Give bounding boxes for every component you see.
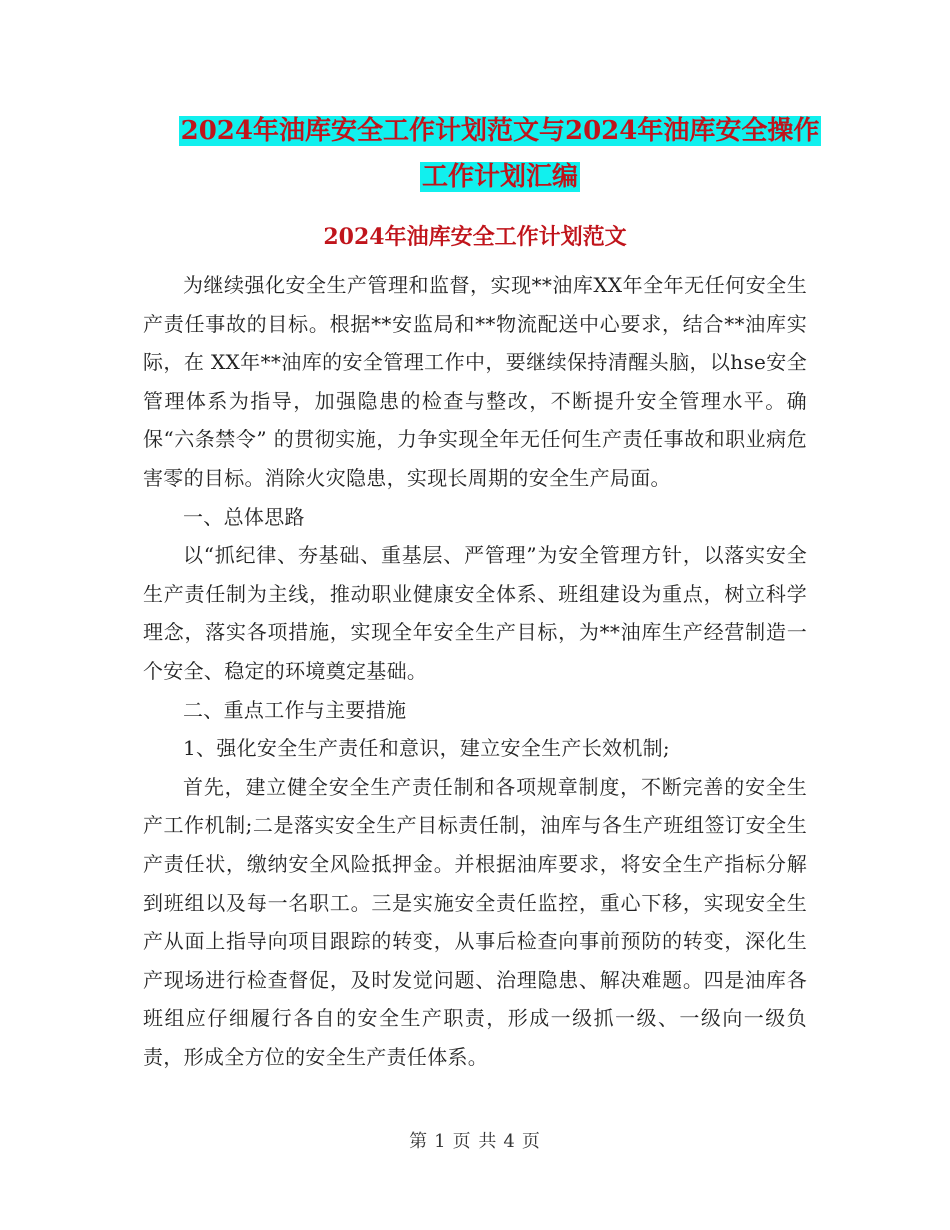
heading-item-1: 1、强化安全生产责任和意识，建立安全生产长效机制; [183, 736, 670, 761]
footer-page-current: 1 [434, 1131, 447, 1152]
section-title: 2024年油库安全工作计划范文 [323, 224, 627, 250]
document-title-line-1: 2024年油库安全工作计划范文与2024年油库安全操作 [180, 116, 820, 146]
document-body [143, 266, 807, 1076]
paragraph-item-1: 首先，建立健全安全生产责任制和各项规章制度，不断完善的安全生产工作机制;二是落实安全生产目标责任制，油库与各生产班组签订安全生产责任状，缴纳安全风险抵押金。并根据油库要求，将安全生产指标分解到班组以及每一名职工。三是实施安全责任监控，重心下移，实现安全生产从面上指导向项目跟踪的转变，从事后检查向事前预防的转变，深化生产现场进行检查督促，及时发觉问题、治理隐患、解决难题。四是油库各班组应仔细履行各自的安全生产职责，形成一级抓一级、一级向一级负责，形成全方位的安全生产责任体系。 [143, 774, 807, 1069]
paragraph-intro: 为继续强化安全生产管理和监督，实现**油库XX年全年无任何安全生产责任事故的目标。根据**安监局和**物流配送中心要求，结合**油库实际，在 XX年**油库的安全管理工作中，要继续保持清醒头脑，以hse安全管理体系为指导，加强隐患的检查与整改，不断提升安全管理水平。确保“六条禁令” 的贯彻实施，力争实现全年无任何生产责任事故和职业病危害零的目标。消除火灾隐患，实现长周期的安全生产局面。 [143, 273, 807, 490]
document-title [150, 108, 850, 200]
heading-overall-idea: 一、总体思路 [183, 504, 305, 529]
footer-suffix: 页 [521, 1131, 541, 1152]
paragraph-overall-idea: 以“抓纪律、夯基础、重基层、严管理”为安全管理方针，以落实安全生产责任制为主线，推动职业健康安全体系、班组建设为重点，树立科学理念，落实各项措施，实现全年安全生产目标，为**油库生产经营制造一个安全、稳定的环境奠定基础。 [143, 543, 807, 683]
document-title-line-2: 工作计划汇编 [421, 162, 578, 192]
footer-page-total: 4 [503, 1131, 516, 1152]
heading-key-work: 二、重点工作与主要措施 [183, 697, 407, 722]
footer-prefix: 第 [409, 1131, 429, 1152]
page-footer [0, 1127, 950, 1153]
footer-mid: 页 共 [452, 1131, 498, 1152]
